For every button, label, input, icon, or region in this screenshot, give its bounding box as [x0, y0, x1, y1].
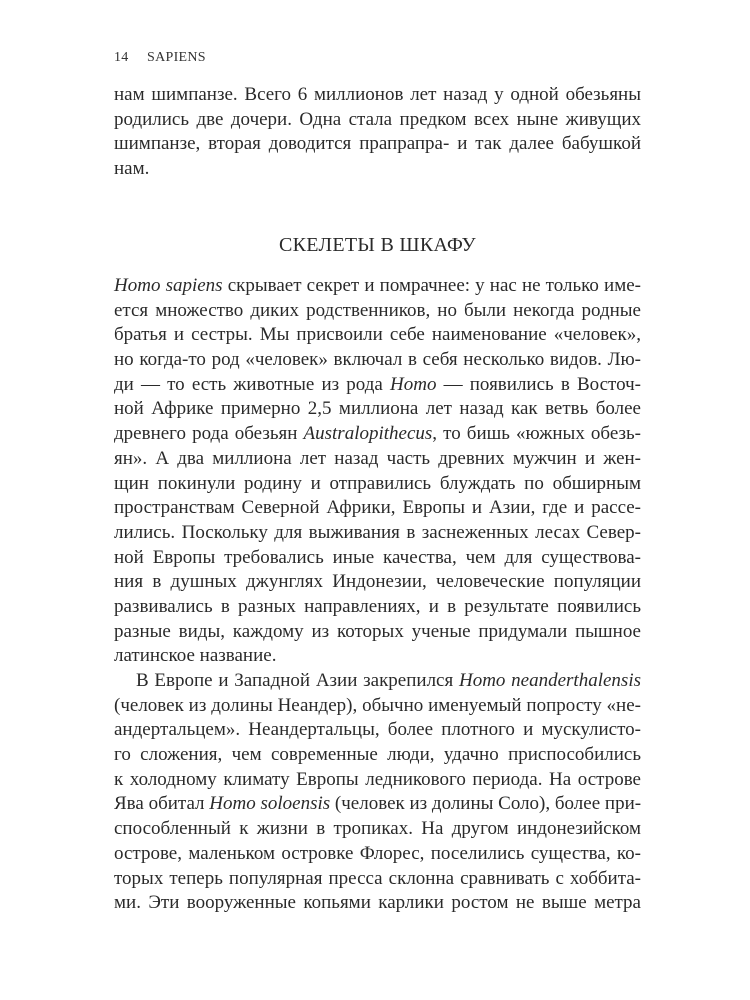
text-segment: но когда-то род «человек» включал в себя несколько видов. Лю- [114, 349, 641, 371]
text-line [114, 644, 641, 669]
text-line [114, 108, 641, 133]
text-line [114, 842, 641, 867]
text-line [114, 299, 641, 324]
text-line [114, 694, 641, 719]
paragraph-2 [114, 274, 641, 669]
text-line [114, 496, 641, 521]
text-line [114, 397, 641, 422]
running-title: SAPIENS [147, 50, 206, 65]
text-segment: В Европе и Западной Азии закрепился [136, 670, 459, 691]
text-line [114, 768, 641, 793]
text-line [114, 891, 641, 916]
text-segment: , то бишь «южных обезь- [432, 423, 641, 445]
text-segment: андертальцем». Неандертальцы, более плотного и мускулисто- [114, 719, 641, 741]
text-segment: ди — то есть животные из рода [114, 373, 391, 395]
italic-term: Homo soloensis [209, 793, 331, 815]
text-line [114, 373, 641, 398]
text-line [114, 472, 641, 497]
text-segment: Ява обитал [114, 793, 210, 815]
text-line [114, 817, 641, 842]
text-line [114, 83, 641, 108]
text-segment: ния в душных джунглях Индонезии, человеческие популяции [114, 571, 641, 593]
text-segment: ется множество диких родственников, но были некогда родные [114, 299, 641, 321]
text-line [114, 274, 641, 299]
text-segment: способленный к жизни в тропиках. На другом индонезийском [114, 818, 641, 840]
text-segment: — появились в Восточ- [436, 373, 641, 395]
text-line [114, 595, 641, 620]
text-line [114, 570, 641, 595]
text-line [114, 743, 641, 768]
text-segment: торых теперь популярная пресса склонна сравнивать с хоббита- [114, 867, 641, 889]
text-segment: развивались в разных направлениях, и в результате появились [114, 595, 641, 617]
text-segment: ми. Эти вооруженные копьями карлики ростом не выше метра [114, 892, 641, 914]
text-segment: латинское название. [114, 645, 277, 667]
text-line [114, 867, 641, 892]
text-line [114, 792, 641, 817]
text-segment: древнего рода обезьян [114, 423, 304, 445]
text-line [114, 422, 641, 447]
text-line [114, 447, 641, 472]
text-line [114, 546, 641, 571]
text-segment: к холодному климату Европы ледникового периода. На острове [114, 768, 641, 790]
text-segment: ной Европы требовались иные качества, чем для существова- [114, 546, 641, 568]
text-line [114, 620, 641, 645]
text-line [114, 323, 641, 348]
text-segment: (человек из долины Неандер), обычно именуемый попросту «не- [114, 694, 641, 716]
text-segment: острове, маленьком островке Флорес, поселились существа, ко- [114, 842, 641, 864]
text-segment: братья и сестры. Мы присвоили себе наименование «человек», [114, 324, 641, 346]
italic-term: Homo sapiens [114, 275, 223, 296]
text-line [114, 718, 641, 743]
text-segment: ян». А два миллиона лет назад часть древних мужчин и жен- [114, 447, 641, 469]
italic-term: Australopithecus [303, 423, 433, 445]
text-segment: нам. [114, 158, 150, 180]
text-line [114, 348, 641, 373]
section-heading: СКЕЛЕТЫ В ШКАФУ [278, 234, 477, 256]
text-segment: шимпанзе, вторая доводится прапрапра- и так далее бабушкой [114, 133, 641, 155]
text-line [114, 157, 641, 182]
text-segment: лились. Поскольку для выживания в заснеженных лесах Север- [114, 521, 641, 543]
text-segment: го сложения, чем современные люди, удачно приспособились [114, 744, 641, 766]
text-segment: нам шимпанзе. Всего 6 миллионов лет назад у одной обезьяны [114, 84, 641, 105]
text-line [114, 132, 641, 157]
italic-term: Homo [390, 373, 437, 395]
running-header [114, 50, 206, 66]
text-segment: скрывает секрет и помрачнее: у нас не только име- [222, 275, 641, 296]
text-segment: (человек из долины Соло), более при- [330, 793, 642, 815]
text-segment: щин покинули родину и отправились блуждать по обширным [114, 472, 641, 494]
text-line [114, 521, 641, 546]
text-line [114, 669, 641, 694]
text-segment: родились две дочери. Одна стала предком всех ныне живущих [114, 108, 641, 130]
text-segment: пространствам Северной Африки, Европы и Азии, где и рассе- [114, 497, 641, 519]
italic-term: Homo neanderthalensis [458, 670, 641, 691]
paragraph-3 [114, 669, 641, 916]
text-segment: разные виды, каждому из которых ученые придумали пышное [114, 620, 641, 642]
text-segment: ной Африке примерно 2,5 миллиона лет назад как ветвь более [114, 398, 641, 420]
paragraph-1 [114, 83, 641, 182]
page-number: 14 [114, 50, 129, 65]
